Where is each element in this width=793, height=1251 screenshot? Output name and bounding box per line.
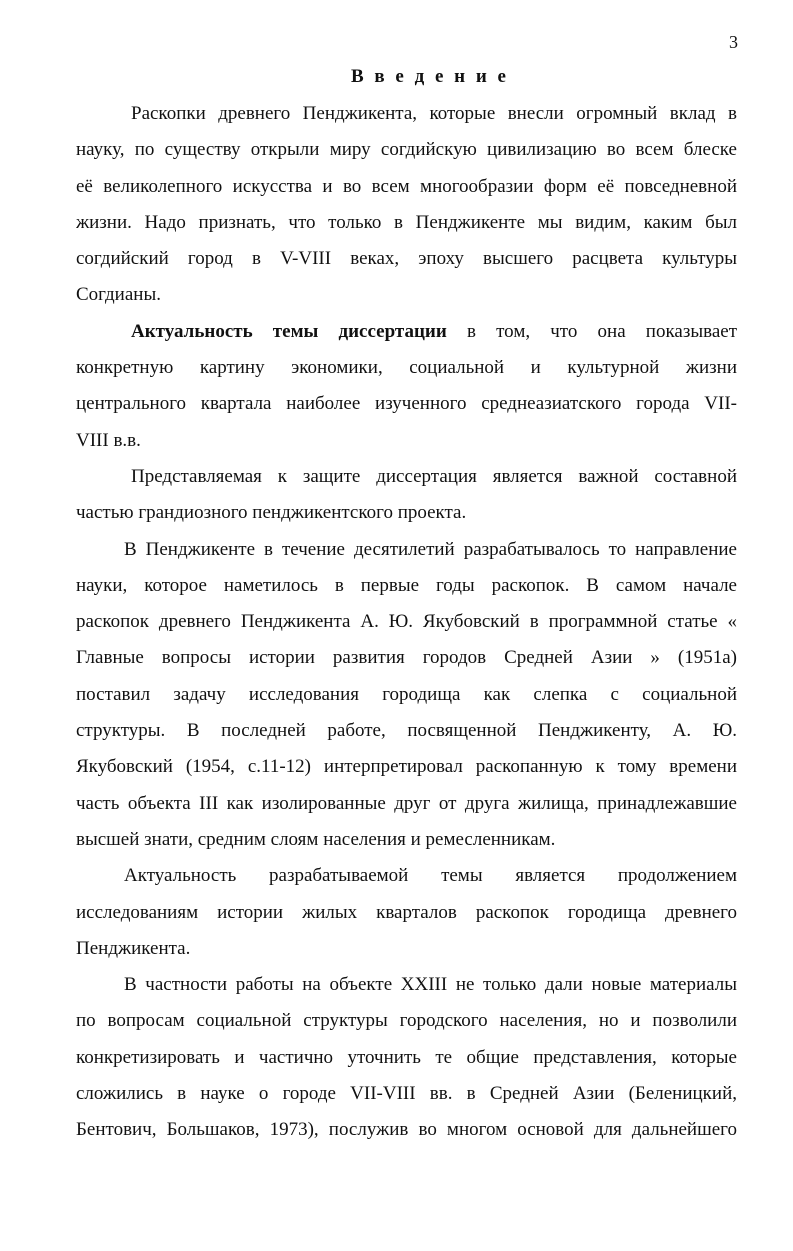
text-line: центрального квартала наиболее изученного среднеазиатского города VII- <box>76 393 737 415</box>
bold-term: Актуальность темы диссертации <box>131 320 447 342</box>
text-line: Главные вопросы истории развития городов Средней Азии » (1951а) <box>76 647 737 669</box>
text-line: Раскопки древнего Пенджикента, которые внесли огромный вклад в <box>131 103 737 124</box>
paragraph-object-xxiii <box>76 967 737 1148</box>
text-line: Представляемая к защите диссертация является важной составной <box>131 465 737 487</box>
text-line: конкретную картину экономики, социальной и культурной жизни <box>76 357 737 379</box>
text-line: сложились в науке о городе VII-VIII вв. в Средней Азии (Беленицкий, <box>76 1083 737 1105</box>
page-number: 3 <box>729 32 738 52</box>
text-line: В Пенджикенте в течение десятилетий разрабатывалось то направление <box>124 538 737 560</box>
paragraph-relevance <box>76 314 737 459</box>
paragraph-intro <box>76 96 737 314</box>
paragraph-continuation <box>76 858 737 967</box>
text-line: науки, которое наметилось в первые годы раскопок. В самом начале <box>76 574 737 596</box>
text-line: Пенджикента. <box>76 937 191 959</box>
text-line: поставил задачу исследования городища как слепка с социальной <box>76 683 737 705</box>
text-line: В частности работы на объекте XXIII не только дали новые материалы <box>124 974 737 996</box>
text-line: конкретизировать и частично уточнить те общие представления, которые <box>76 1046 737 1068</box>
page-title: В в е д е н и е <box>351 66 509 87</box>
text-line: высшей знати, средним слоям населения и ремесленникам. <box>76 828 556 850</box>
text-line: Актуальность разрабатываемой темы является продолжением <box>124 865 737 887</box>
text-line: её великолепного искусства и во всем многообразии форм её повседневной <box>76 175 737 197</box>
text-line <box>76 314 737 350</box>
text-run: в том, что она показывает <box>446 320 737 342</box>
text-line: раскопок древнего Пенджикента А. Ю. Якубовский в программной статье « <box>76 611 737 633</box>
text-line: часть объекта III как изолированные друг от друга жилища, принадлежавшие <box>76 792 737 814</box>
text-line: структуры. В последней работе, посвященной Пенджикенту, А. Ю. <box>76 720 737 742</box>
text-line: частью грандиозного пенджикентского проекта. <box>76 502 467 524</box>
paragraph-history <box>76 532 737 859</box>
text-line: по вопросам социальной структуры городского населения, но и позволили <box>76 1010 737 1032</box>
text-line: Согдианы. <box>76 284 161 306</box>
text-line: Бентович, Большаков, 1973), послужив во многом основой для дальнейшего <box>76 1119 737 1141</box>
paragraph-project <box>76 459 737 532</box>
text-line: исследованиям истории жилых кварталов раскопок городища древнего <box>76 901 737 923</box>
body-text <box>76 96 737 1149</box>
text-line: жизни. Надо признать, что только в Пенджикенте мы видим, каким был <box>76 211 737 233</box>
text-line: Якубовский (1954, с.11-12) интерпретировал раскопанную к тому времени <box>76 756 737 778</box>
text-line: VIII в.в. <box>76 429 141 451</box>
text-line: науку, по существу открыли миру согдийскую цивилизацию во всем блеске <box>76 139 737 161</box>
text-line: согдийский город в V-VIII веках, эпоху высшего расцвета культуры <box>76 248 737 270</box>
